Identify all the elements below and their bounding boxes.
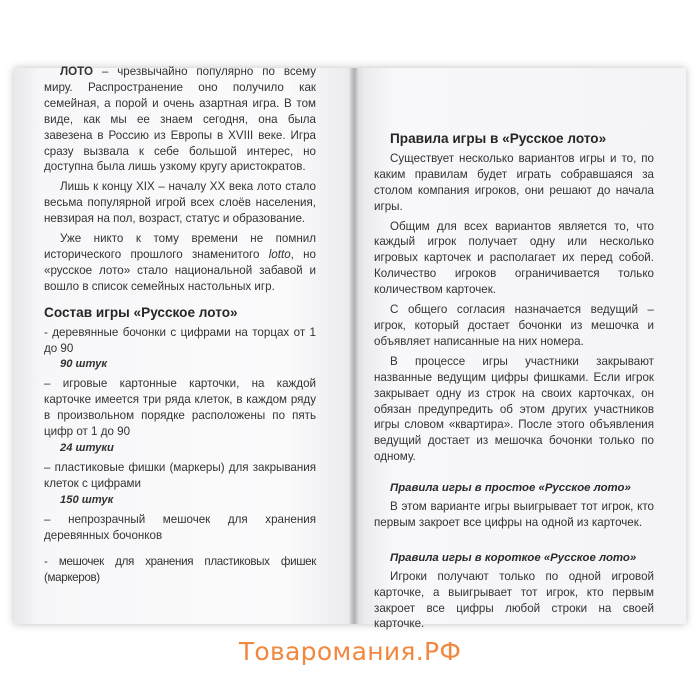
- rules-paragraph: В процессе игры участники закрывают названные ведущим цифры фишками. Если игрок закрывает одну из строк на своих карточках, он обязан предупредить об этом других участников игры словом «квартира». После этого объявления ведущий достает из мешочка бочонки только по одному.: [374, 354, 654, 464]
- composition-item-text: - деревянные бочонки с цифрами на торцах от 1 до 90: [44, 325, 316, 355]
- composition-item-qty: 24 штуки: [60, 442, 114, 455]
- intro-paragraph-1-text: – чрезвычайно популярно по всему миру. Распространение оно получило как семейная, а порой и очень азартная игра. В том виде, как мы ее знаем сегодня, она была завезена в Россию из Европы в XVIII веке. Игра сразу вызвала к себе большой интерес, но доступна была лишь узкому кругу аристократов.: [44, 65, 316, 174]
- intro-paragraph-3-b: , но «русское лото» стало национальной забавой и вошло в список семейных настольных игр.: [44, 247, 316, 293]
- composition-list: [44, 325, 316, 586]
- left-page-content: [44, 64, 316, 585]
- simple-rules-text: В этом варианте игры выигрывает тот игрок, кто первым закроет все цифры на одной из карточек.: [374, 500, 654, 529]
- rules-paragraph: Общим для всех вариантов является то, что каждый игрок получает одну или несколько игровых карточек и располагает их перед собой. Количество игроков ограничивается только количеством карточек.: [374, 219, 654, 297]
- composition-item-text: - мешочек для хранения пластиковых фишек (маркеров): [44, 554, 316, 584]
- composition-heading: Состав игры «Русское лото»: [44, 304, 238, 320]
- rules-heading: Правила игры в «Русское лото»: [390, 131, 607, 146]
- intro-paragraph-3-a: Уже никто к тому времени не помнил исторического прошлого знаменитого: [44, 232, 316, 261]
- intro-paragraph-1: [44, 64, 316, 175]
- intro-lotto-word: lotto: [268, 247, 291, 261]
- rules-paragraph: С общего согласия назначается ведущий – игрок, который достает бочонки из мешочка и объявляет написанные на них номера.: [374, 303, 654, 348]
- intro-paragraph-3: [44, 231, 316, 295]
- right-page-content: [374, 131, 654, 632]
- composition-item-qty: 90 штук: [60, 358, 108, 371]
- page-fold: [350, 68, 358, 624]
- short-rules-heading: Правила игры в короткое «Русское лото»: [390, 551, 637, 564]
- simple-rules-heading: Правила игры в простое «Русское лото»: [390, 482, 631, 495]
- rules-paragraph: Существует несколько вариантов игры и то, по каким правилам будет играть собравшаяся за столом компания игроков, они решают до начала игры.: [374, 151, 654, 213]
- intro-lead: ЛОТО: [60, 65, 93, 78]
- store-watermark: Товаромания.РФ: [238, 637, 462, 666]
- short-rules-text: Игроки получают только по одной игровой карточке, а выигрывает тот игрок, кто первым закроет все цифры любой строки на своей карточке.: [374, 569, 654, 631]
- composition-item-text: – игровые картонные карточки, на каждой карточке имеется три ряда клеток, в каждом ряду в произвольном порядке расположены по пять цифр от 1 до 90: [44, 377, 316, 439]
- intro-paragraph-2: Лишь к концу XIX – началу XX века лото стало весьма популярной игрой всех слоёв населения, невзирая на пол, возраст, статус и образование.: [44, 180, 316, 226]
- composition-item-text: – пластиковые фишки (маркеры) для закрывания клеток с цифрами: [44, 461, 316, 490]
- composition-item-text: – непрозрачный мешочек для хранения деревянных бочонков: [44, 512, 316, 542]
- composition-item-qty: 150 штук: [60, 493, 114, 506]
